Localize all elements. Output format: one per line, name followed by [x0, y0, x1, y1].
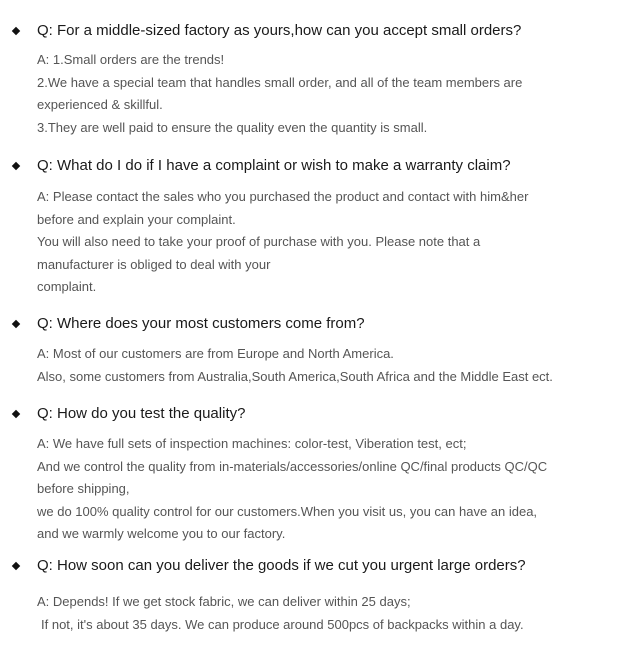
answer-line: 2.We have a special team that handles small order, and all of the team members are: [37, 74, 523, 90]
answer-line: A: 1.Small orders are the trends!: [37, 52, 225, 67]
faq-question: [0, 313, 640, 335]
faq-answer: [37, 433, 637, 546]
answer-line: 3.They are well paid to ensure the quality even the quantity is small.: [37, 119, 428, 135]
faq-question: [0, 555, 640, 577]
faq-answer: [37, 186, 637, 299]
diamond-bullet-icon: [12, 320, 20, 328]
answer-line: A: Most of our customers are from Europe and North America.: [37, 346, 394, 361]
answer-line: before and explain your complaint.: [37, 211, 236, 227]
faq-question: [0, 155, 640, 177]
answer-line: manufacturer is obliged to deal with your: [37, 256, 271, 272]
question-text: Q: What do I do if I have a complaint or wish to make a warranty claim?: [37, 157, 511, 174]
diamond-bullet-icon: [12, 162, 20, 170]
answer-line: If not, it's about 35 days. We can produce around 500pcs of backpacks within a day.: [41, 616, 524, 632]
faq-item: [0, 20, 640, 135]
faq-item: [0, 313, 640, 384]
answer-line: And we control the quality from in-materials/accessories/online QC/final products QC/QC: [37, 458, 548, 474]
question-text: Q: How soon can you deliver the goods if we cut you urgent large orders?: [37, 557, 526, 574]
answer-line: complaint.: [37, 279, 97, 294]
faq-question: [0, 403, 640, 425]
answer-line: before shipping,: [37, 481, 130, 496]
faq-item: [0, 155, 640, 294]
question-text: Q: Where does your most customers come from?: [37, 315, 365, 332]
faq-answer: [37, 591, 637, 636]
faq-item: [0, 555, 640, 632]
faq-answer: [37, 49, 637, 139]
answer-line: we do 100% quality control for our customers.When you visit us, you can have an idea,: [37, 503, 538, 519]
faq-answer: [37, 343, 637, 388]
answer-line: experienced & skillful.: [37, 97, 163, 112]
answer-line: A: We have full sets of inspection machines: color-test, Viberation test, ect;: [37, 436, 467, 451]
answer-line: A: Depends! If we get stock fabric, we can deliver within 25 days;: [37, 594, 411, 609]
answer-line: You will also need to take your proof of purchase with you. Please note that a: [37, 234, 481, 249]
answer-line: and we warmly welcome you to our factory.: [37, 526, 286, 541]
question-text: Q: For a middle-sized factory as yours,how can you accept small orders?: [37, 22, 522, 39]
diamond-bullet-icon: [12, 27, 20, 35]
question-text: Q: How do you test the quality?: [37, 405, 246, 422]
answer-line: A: Please contact the sales who you purchased the product and contact with him&her: [37, 189, 529, 204]
answer-line: Also, some customers from Australia,South America,South Africa and the Middle East ect.: [37, 368, 553, 384]
faq-item: [0, 403, 640, 541]
diamond-bullet-icon: [12, 410, 20, 418]
faq-question: [0, 20, 640, 42]
diamond-bullet-icon: [12, 562, 20, 570]
